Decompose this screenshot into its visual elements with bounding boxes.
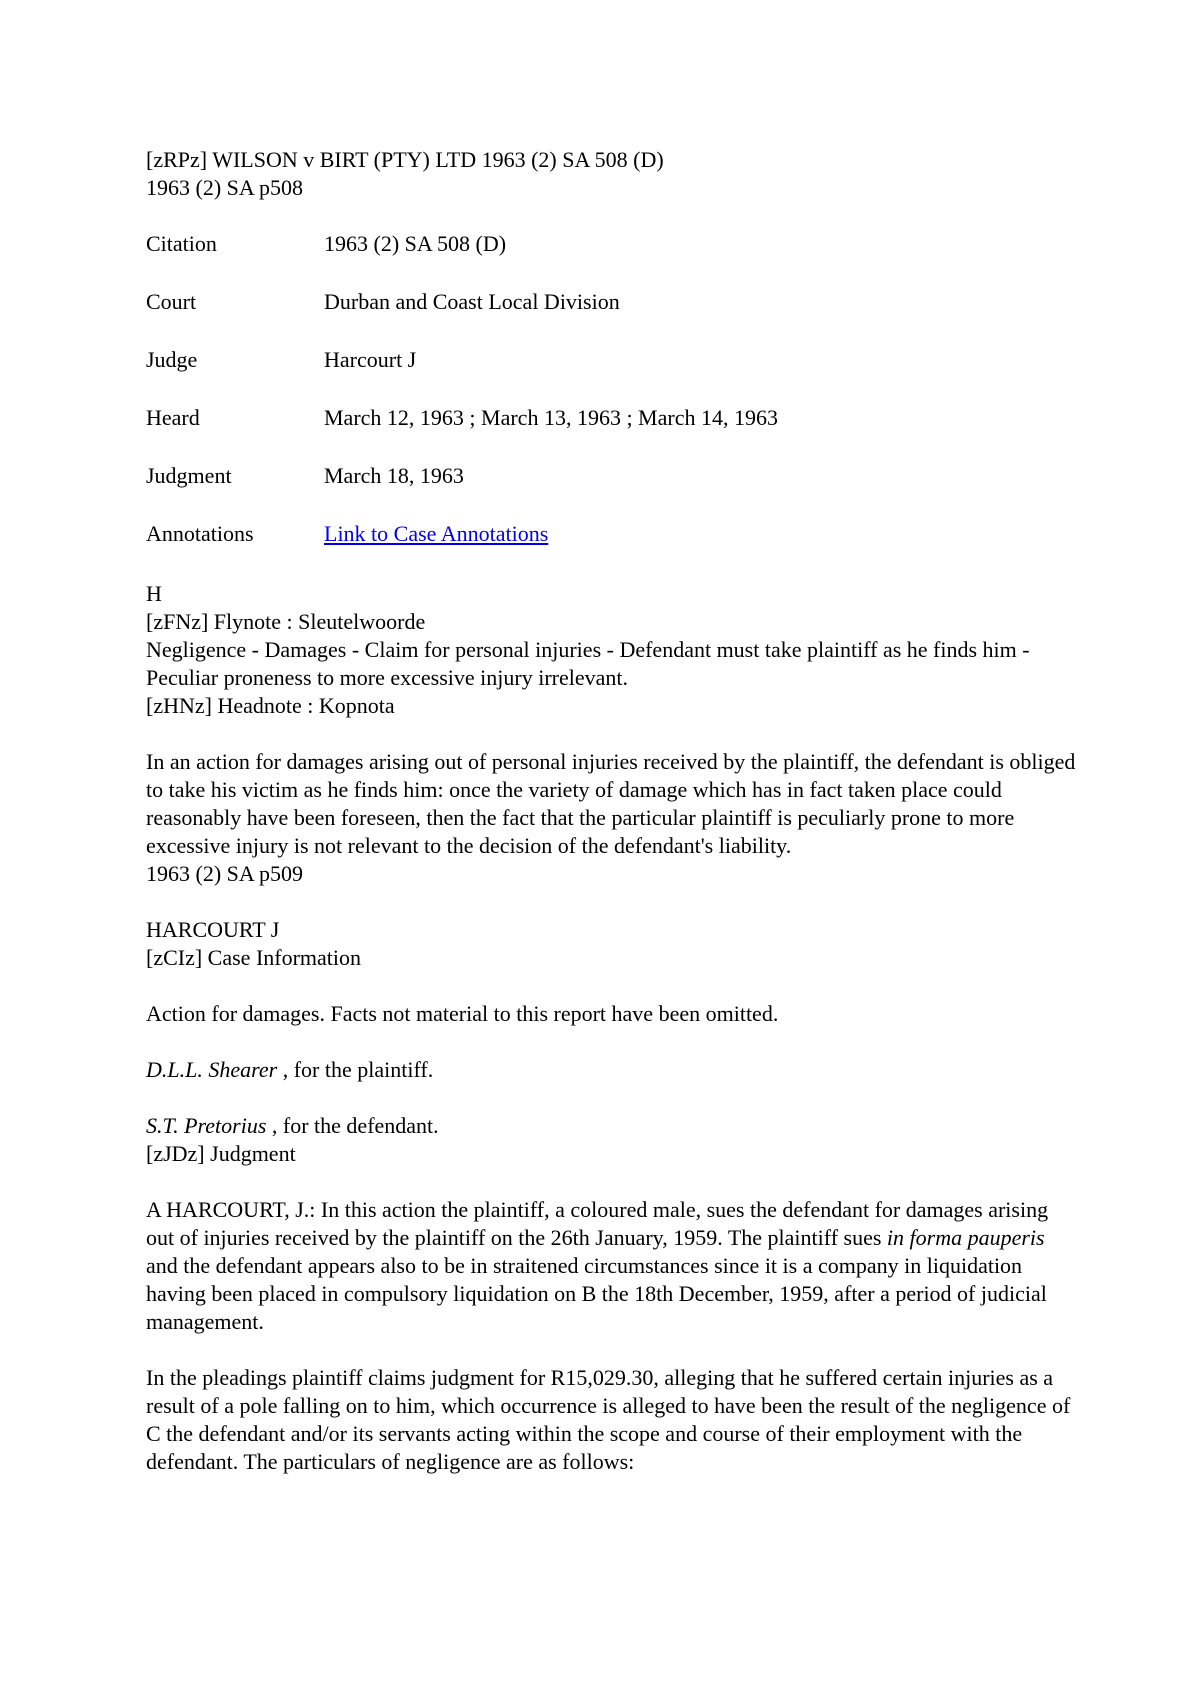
meta-row-judgment <box>146 462 1076 490</box>
margin-marker: H <box>146 581 162 606</box>
meta-label: Citation <box>146 231 217 256</box>
meta-value: Harcourt J <box>324 347 417 372</box>
meta-row-annotations <box>146 520 1076 548</box>
latin-phrase: in forma pauperis <box>886 1225 1045 1250</box>
case-info-text: Action for damages. Facts not material to this report have been omitted. <box>146 1001 779 1026</box>
document-body <box>146 146 1076 1476</box>
meta-label: Heard <box>146 405 200 430</box>
page-reference: 1963 (2) SA p509 <box>146 861 304 886</box>
meta-value: March 12, 1963 ; March 13, 1963 ; March 14, 1963 <box>324 405 778 430</box>
page-reference: 1963 (2) SA p508 <box>146 175 304 200</box>
judgment-heading: [zJDz] Judgment <box>146 1141 296 1166</box>
counsel-name: D.L.L. Shearer <box>146 1057 278 1082</box>
headnote-text: In an action for damages arising out of personal injuries received by the plaintiff, the defendant is obliged to take his victim as he finds him: once the variety of damage which has in fact taken place could reasonably have been foreseen, then the fact that the particular plaintiff is peculiarly prone to more excessive injury is not relevant to the decision of the defendant's liability. <box>146 749 1076 858</box>
meta-row-court <box>146 288 1076 316</box>
meta-value: 1963 (2) SA 508 (D) <box>324 231 507 256</box>
judgment-paragraph <box>146 1196 1076 1336</box>
meta-value: March 18, 1963 <box>324 463 464 488</box>
judgment-text: and the defendant appears also to be in straitened circumstances since it is a company in liquidation having been placed in compulsory liquidation on B the 18th December, 1959, after a period of judicial management. <box>146 1253 1047 1334</box>
case-info-heading: [zCIz] Case Information <box>146 945 362 970</box>
case-annotations-link[interactable]: Link to Case Annotations <box>324 521 549 546</box>
meta-row-heard <box>146 404 1076 432</box>
counsel-defendant <box>146 1112 1076 1140</box>
counsel-name: S.T. Pretorius <box>146 1113 267 1138</box>
document-title: [zRPz] WILSON v BIRT (PTY) LTD 1963 (2) SA 508 (D) <box>146 147 664 172</box>
flynote-text: Negligence - Damages - Claim for personal injuries - Defendant must take plaintiff as he finds him - Peculiar proneness to more excessive injury irrelevant. <box>146 637 1030 690</box>
flynote-heading: [zFNz] Flynote : Sleutelwoorde <box>146 609 426 634</box>
counsel-plaintiff <box>146 1056 1076 1084</box>
headnote-heading: [zHNz] Headnote : Kopnota <box>146 693 395 718</box>
judgment-text: A HARCOURT, J.: In this action the plaintiff, a coloured male, sues the defendant for damages arising out of injuries received by the plaintiff on the 26th January, 1959. The plaintiff sues <box>146 1197 1049 1250</box>
meta-value: Durban and Coast Local Division <box>324 289 620 314</box>
meta-value <box>324 520 1076 548</box>
counsel-role: , for the defendant. <box>266 1113 439 1138</box>
meta-label: Annotations <box>146 521 254 546</box>
meta-row-citation <box>146 230 1076 258</box>
judge-heading: HARCOURT J <box>146 917 280 942</box>
meta-label: Judgment <box>146 463 232 488</box>
meta-row-judge <box>146 346 1076 374</box>
meta-label: Judge <box>146 347 198 372</box>
meta-label: Court <box>146 289 197 314</box>
judgment-paragraph: In the pleadings plaintiff claims judgment for R15,029.30, alleging that he suffered certain injuries as a result of a pole falling on to him, which occurrence is alleged to have been the result of the negligence of C the defendant and/or its servants acting within the scope and course of their employment with the defendant. The particulars of negligence are as follows: <box>146 1365 1071 1474</box>
counsel-role: , for the plaintiff. <box>277 1057 434 1082</box>
